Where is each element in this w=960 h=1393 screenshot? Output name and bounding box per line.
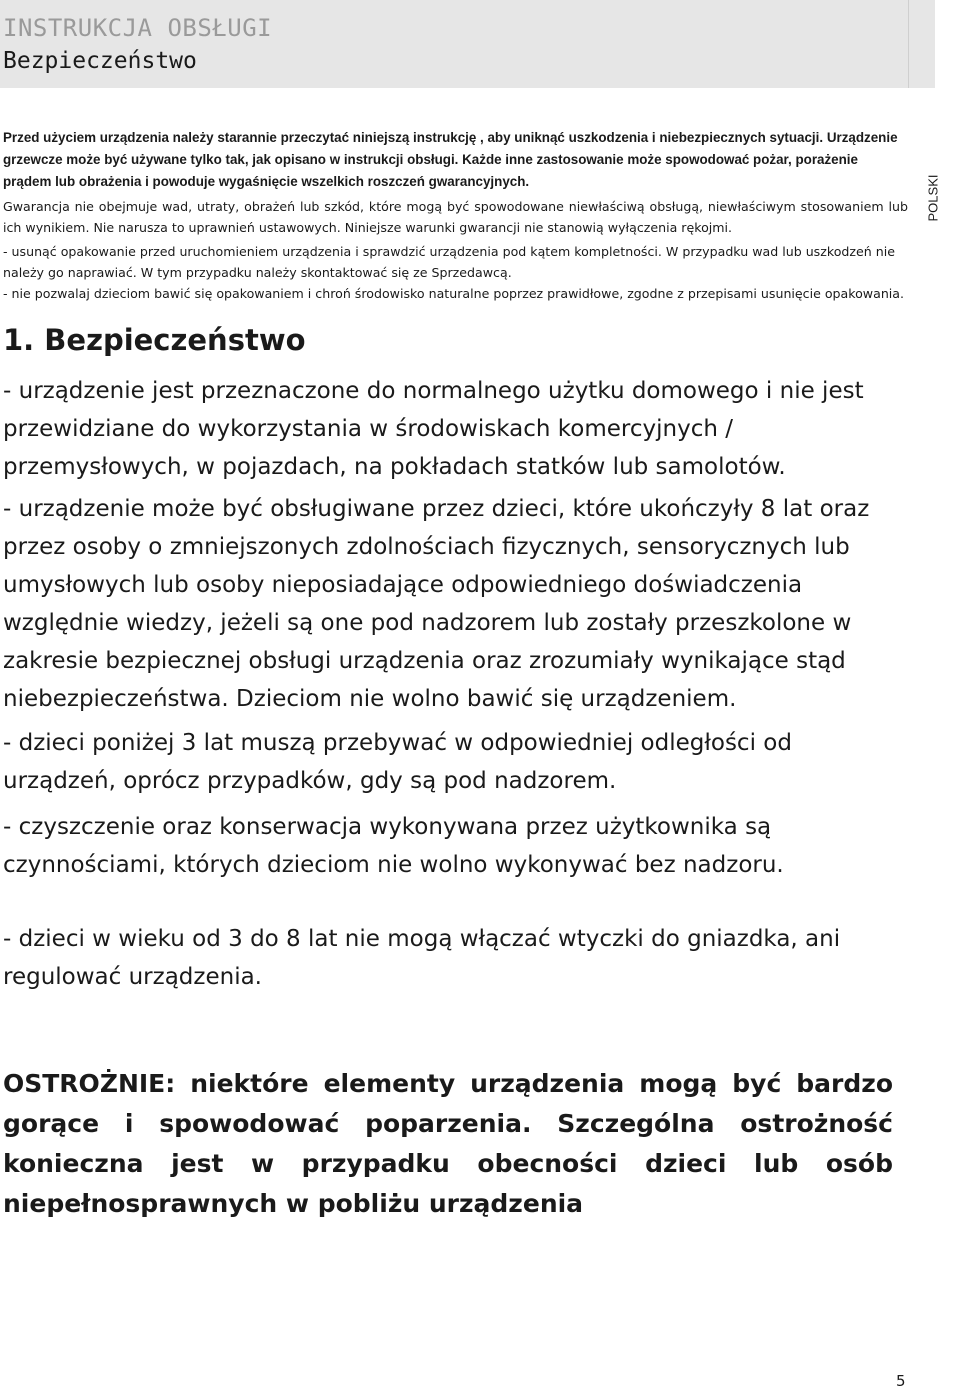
safety-item-children-under-3: - dzieci poniżej 3 lat muszą przebywać w odpowiedniej odległości od urządzeń, oprócz przypadków, gdy są pod nadzorem. bbox=[3, 730, 792, 794]
safety-item-children-8-years: - urządzenie może być obsługiwane przez dzieci, które ukończyły 8 lat oraz przez osoby o zmniejszonych zdolnościach fizycznych, sensorycznych lub umysłowych lub osoby nieposiadające odpowiedniego doświadczenia względnie wiedzy, jeżeli są one pod nadzorem lub zostały przeszkolone w zakresie bezpiecznej obsługi urządzenia oraz zrozumiały wynikające stąd niebezpieczeństwa. Dzieciom nie wolno bawić się urządzeniem. bbox=[3, 496, 870, 712]
unpack-check-paragraph: - usunąć opakowanie przed uruchomieniem urządzenia i sprawdzić urządzenia pod kątem kompletności. W przypadku wad lub uszkodzeń nie należy go naprawiać. W tym przypadku należy skontaktować się ze Sprzedawcą. bbox=[3, 244, 895, 280]
language-tab-label: POLSKI bbox=[925, 174, 941, 222]
header-divider bbox=[908, 0, 909, 88]
section-title: 1. Bezpieczeństwo bbox=[3, 323, 306, 357]
packaging-paragraph: - nie pozwalaj dzieciom bawić się opakowaniem i chroń środowisko naturalne poprzez prawidłowe, zgodne z przepisami usunięcie opakowania. bbox=[3, 286, 905, 301]
page-content bbox=[3, 127, 908, 1224]
manual-title: INSTRUKCJA OBSŁUGI bbox=[3, 14, 273, 42]
safety-item-cleaning: - czyszczenie oraz konserwacja wykonywana przez użytkownika są czynnościami, których dzieciom nie wolno wykonywać bez nadzoru. bbox=[3, 814, 784, 878]
intro-warning-paragraph: Przed użyciem urządzenia należy starannie przeczytać niniejszą instrukcję , aby uniknąć uszkodzenia i niebezpiecznych sytuacji. Urządzenie grzewcze może być używane tylko tak, jak opisano w instrukcji obsługi. Każde inne zastosowanie może spowodować pożar, porażenie prądem lub obrażenia i powoduje wygaśnięcie wszelkich roszczeń gwarancyjnych. bbox=[3, 130, 898, 189]
safety-item-plug: - dzieci w wieku od 3 do 8 lat nie mogą włączać wtyczki do gniazdka, ani regulować urządzenia. bbox=[3, 926, 841, 990]
caution-hot-surfaces: OSTROŻNIE: niektóre elementy urządzenia mogą być bardzo gorące i spowodować poparzenia. Szczególna ostrożność konieczna jest w przypadku obecności dzieci lub osób niepełnosprawnych w pobliżu urządzenia bbox=[3, 1069, 893, 1218]
chapter-subtitle: Bezpieczeństwo bbox=[3, 48, 197, 74]
page-number: 5 bbox=[896, 1372, 906, 1390]
warranty-paragraph: Gwarancja nie obejmuje wad, utraty, obrażeń lub szkód, które mogą być spowodowane niewłaściwą obsługą, niewłaściwym stosowaniem lub ich wynikiem. Nie narusza to uprawnień ustawowych. Niniejsze warunki gwarancji nie stanowią wyłączenia rękojmi. bbox=[3, 199, 908, 235]
safety-item-household-use: - urządzenie jest przeznaczone do normalnego użytku domowego i nie jest przewidziane do wykorzystania w środowiskach komercyjnych / przemysłowych, w pojazdach, na pokładach statków lub samolotów. bbox=[3, 378, 864, 480]
page-header bbox=[0, 0, 935, 88]
